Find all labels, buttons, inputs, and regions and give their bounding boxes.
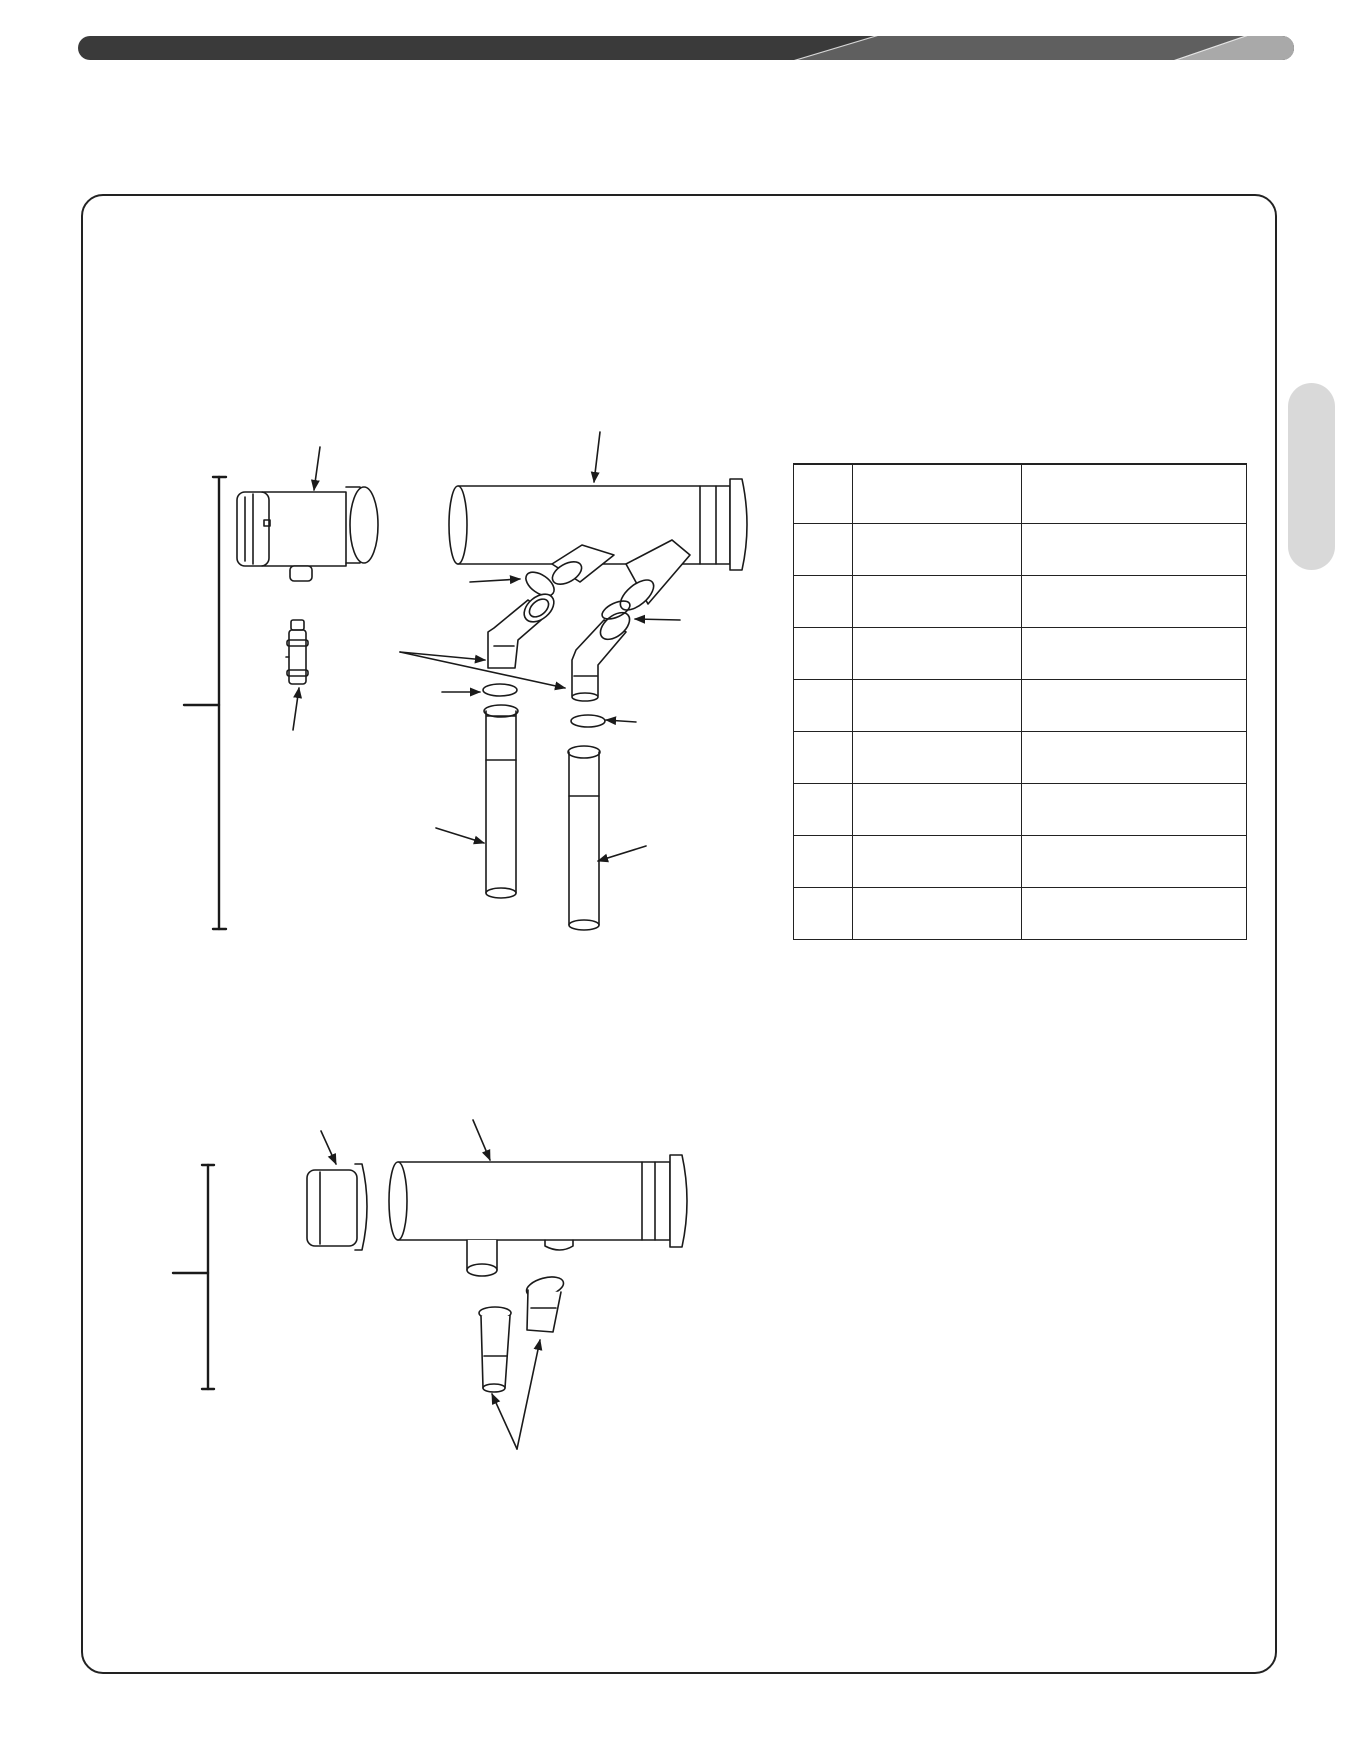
vent-pipe-left bbox=[484, 705, 518, 898]
table-cell bbox=[853, 524, 1022, 576]
table-row bbox=[794, 888, 1247, 940]
table-cell bbox=[1022, 732, 1247, 784]
leader-cap bbox=[314, 447, 320, 490]
leader-elbow-b bbox=[400, 652, 565, 688]
leader-clip-right bbox=[606, 720, 636, 722]
table-cell bbox=[794, 888, 853, 940]
leader-lower-elbow-a bbox=[492, 1394, 517, 1449]
table-row bbox=[794, 836, 1247, 888]
elbow-left bbox=[488, 589, 559, 668]
elbow-lower-left bbox=[479, 1307, 511, 1392]
table-row bbox=[794, 732, 1247, 784]
leader-t-manifold bbox=[473, 1120, 490, 1160]
termination-cap bbox=[237, 487, 378, 581]
elbow-lower-right bbox=[524, 1273, 565, 1332]
leader-elbow-a bbox=[400, 652, 485, 660]
bracket-upper bbox=[184, 477, 226, 929]
leader-coupler bbox=[321, 1131, 336, 1164]
table-cell bbox=[853, 888, 1022, 940]
table-cell bbox=[1022, 576, 1247, 628]
table-cell bbox=[1022, 888, 1247, 940]
table-cell bbox=[853, 732, 1022, 784]
table-cell bbox=[1022, 524, 1247, 576]
leader-pipe-right bbox=[598, 846, 646, 861]
table-cell bbox=[794, 628, 853, 680]
table-cell bbox=[853, 576, 1022, 628]
table-row bbox=[794, 784, 1247, 836]
bracket-lower bbox=[173, 1165, 214, 1389]
table-header-row bbox=[794, 464, 1247, 524]
table-cell bbox=[853, 628, 1022, 680]
leader-bracket-part bbox=[293, 688, 299, 730]
elbow-right bbox=[572, 607, 634, 701]
table-cell bbox=[794, 836, 853, 888]
y-manifold bbox=[449, 479, 747, 616]
table-row bbox=[794, 680, 1247, 732]
table-row bbox=[794, 524, 1247, 576]
parts-table bbox=[793, 463, 1247, 940]
leader-pipe-left bbox=[436, 828, 484, 843]
vent-pipe-right bbox=[568, 746, 600, 930]
table-cell bbox=[1022, 836, 1247, 888]
table-cell bbox=[853, 680, 1022, 732]
table-cell bbox=[1022, 628, 1247, 680]
coupler bbox=[307, 1164, 367, 1250]
clip-left bbox=[483, 684, 517, 696]
table-row bbox=[794, 628, 1247, 680]
leader-gasket bbox=[470, 579, 520, 582]
table-cell bbox=[1022, 784, 1247, 836]
table-header-cell bbox=[794, 464, 853, 524]
table-header-cell bbox=[1022, 464, 1247, 524]
table-cell bbox=[794, 576, 853, 628]
table-cell bbox=[853, 836, 1022, 888]
leader-clip-elbow bbox=[635, 619, 680, 620]
table-cell bbox=[794, 524, 853, 576]
table-cell bbox=[794, 784, 853, 836]
table-cell bbox=[1022, 680, 1247, 732]
table-cell bbox=[853, 784, 1022, 836]
table-row bbox=[794, 576, 1247, 628]
table-header-cell bbox=[853, 464, 1022, 524]
clip-right bbox=[571, 715, 605, 727]
table-cell bbox=[794, 680, 853, 732]
bracket-part bbox=[286, 620, 308, 684]
leader-lower-elbow-b bbox=[517, 1340, 540, 1449]
leader-manifold bbox=[594, 432, 600, 482]
table-cell bbox=[794, 732, 853, 784]
t-manifold bbox=[389, 1155, 687, 1276]
